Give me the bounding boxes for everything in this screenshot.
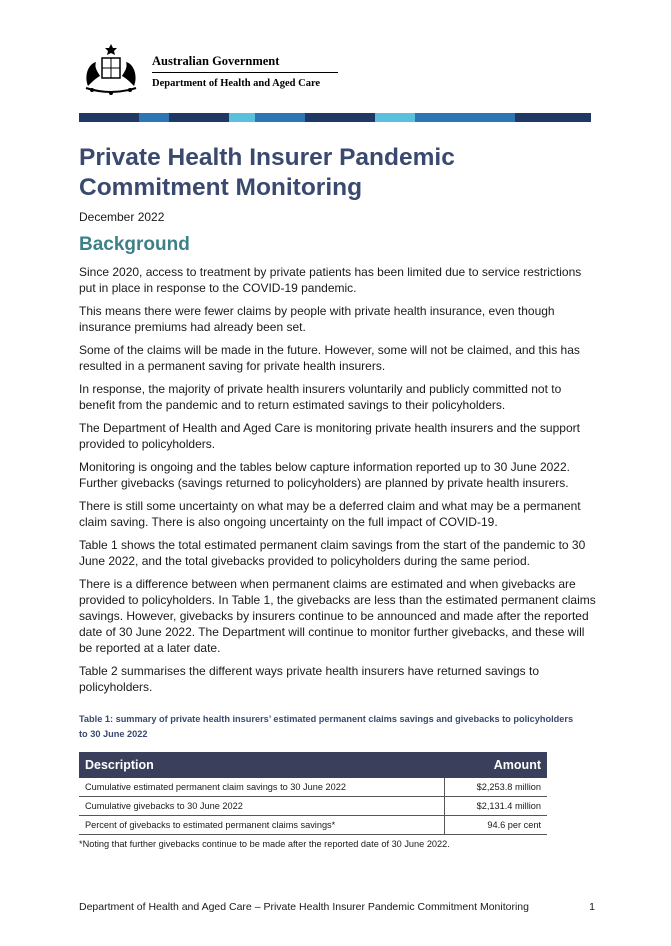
row-amount: $2,253.8 million xyxy=(444,778,547,797)
page-footer xyxy=(79,901,595,913)
paragraph: Table 2 summarises the different ways private health insurers have returned savings to policyholders. xyxy=(79,664,540,694)
page-title: Private Health Insurer Pandemic Commitment Monitoring xyxy=(79,144,455,201)
page-header xyxy=(80,42,350,102)
stripe-segment xyxy=(415,113,515,122)
paragraph: In response, the majority of private health insurers voluntarily and publicly committed not to benefit from the pandemic and to return estimated savings to their policyholders. xyxy=(79,382,562,412)
stripe-segment xyxy=(139,113,169,122)
table-row xyxy=(79,797,547,816)
table-row xyxy=(79,778,547,797)
header-rule xyxy=(152,72,338,73)
paragraph: Some of the claims will be made in the future. However, some will not be claimed, and this has resulted in a permanent saving for private health insurers. xyxy=(79,343,580,373)
decorative-stripe xyxy=(79,113,591,122)
paragraph: Since 2020, access to treatment by private patients has been limited due to service restrictions put in place in response to the COVID-19 pandemic. xyxy=(79,265,582,295)
savings-table xyxy=(79,752,547,835)
department-name: Department of Health and Aged Care xyxy=(152,78,321,89)
section-heading: Background xyxy=(79,234,190,255)
stripe-segment xyxy=(305,113,375,122)
column-header-description: Description xyxy=(79,752,444,778)
column-header-amount: Amount xyxy=(444,752,547,778)
paragraph: The Department of Health and Aged Care is monitoring private health insurers and the support provided to policyholders. xyxy=(79,421,580,451)
stripe-segment xyxy=(255,113,305,122)
table-caption: Table 1: summary of private health insurers’ estimated permanent claims savings and givebacks to policyholders to 30 June 2022 xyxy=(79,714,574,739)
paragraph: Table 1 shows the total estimated permanent claim savings from the start of the pandemic to 30 June 2022, and the total givebacks provided to policyholders during the same period. xyxy=(79,538,586,568)
stripe-segment xyxy=(79,113,139,122)
row-description: Cumulative givebacks to 30 June 2022 xyxy=(79,797,444,816)
row-amount: 94.6 per cent xyxy=(444,816,547,835)
paragraph: Monitoring is ongoing and the tables below capture information reported up to 30 June 2022. Further givebacks (savings returned to policyholders) are planned by private health insurers. xyxy=(79,460,570,490)
stripe-segment xyxy=(375,113,415,122)
table-header-row xyxy=(79,752,547,778)
paragraph: There is a difference between when permanent claims are estimated and when givebacks are provided to policyholders. In Table 1, the givebacks are less than the estimated permanent claims savings. However, givebacks by insurers continue to be announced and made after the reported date of 30 June 2022. The Department will continue to monitor further givebacks, and these will be reported at a later date. xyxy=(79,577,596,655)
row-description: Cumulative estimated permanent claim savings to 30 June 2022 xyxy=(79,778,444,797)
page-number: 1 xyxy=(589,901,595,913)
row-description: Percent of givebacks to estimated permanent claims savings* xyxy=(79,816,444,835)
table-footnote: *Noting that further givebacks continue to be made after the reported date of 30 June 2022. xyxy=(79,839,450,849)
stripe-segment xyxy=(229,113,255,122)
coat-of-arms-icon xyxy=(80,42,142,98)
paragraph: This means there were fewer claims by people with private health insurance, even though insurance premiums had already been set. xyxy=(79,304,555,334)
stripe-segment xyxy=(515,113,591,122)
row-amount: $2,131.4 million xyxy=(444,797,547,816)
paragraph: There is still some uncertainty on what may be a deferred claim and what may be a permanent claim saving. There is also ongoing uncertainty on the full impact of COVID-19. xyxy=(79,499,581,529)
table-row xyxy=(79,816,547,835)
footer-text: Department of Health and Aged Care – Private Health Insurer Pandemic Commitment Monitoring xyxy=(79,901,529,913)
body-text xyxy=(79,264,599,702)
government-name: Australian Government xyxy=(152,54,280,68)
publication-date: December 2022 xyxy=(79,210,165,224)
stripe-segment xyxy=(169,113,229,122)
